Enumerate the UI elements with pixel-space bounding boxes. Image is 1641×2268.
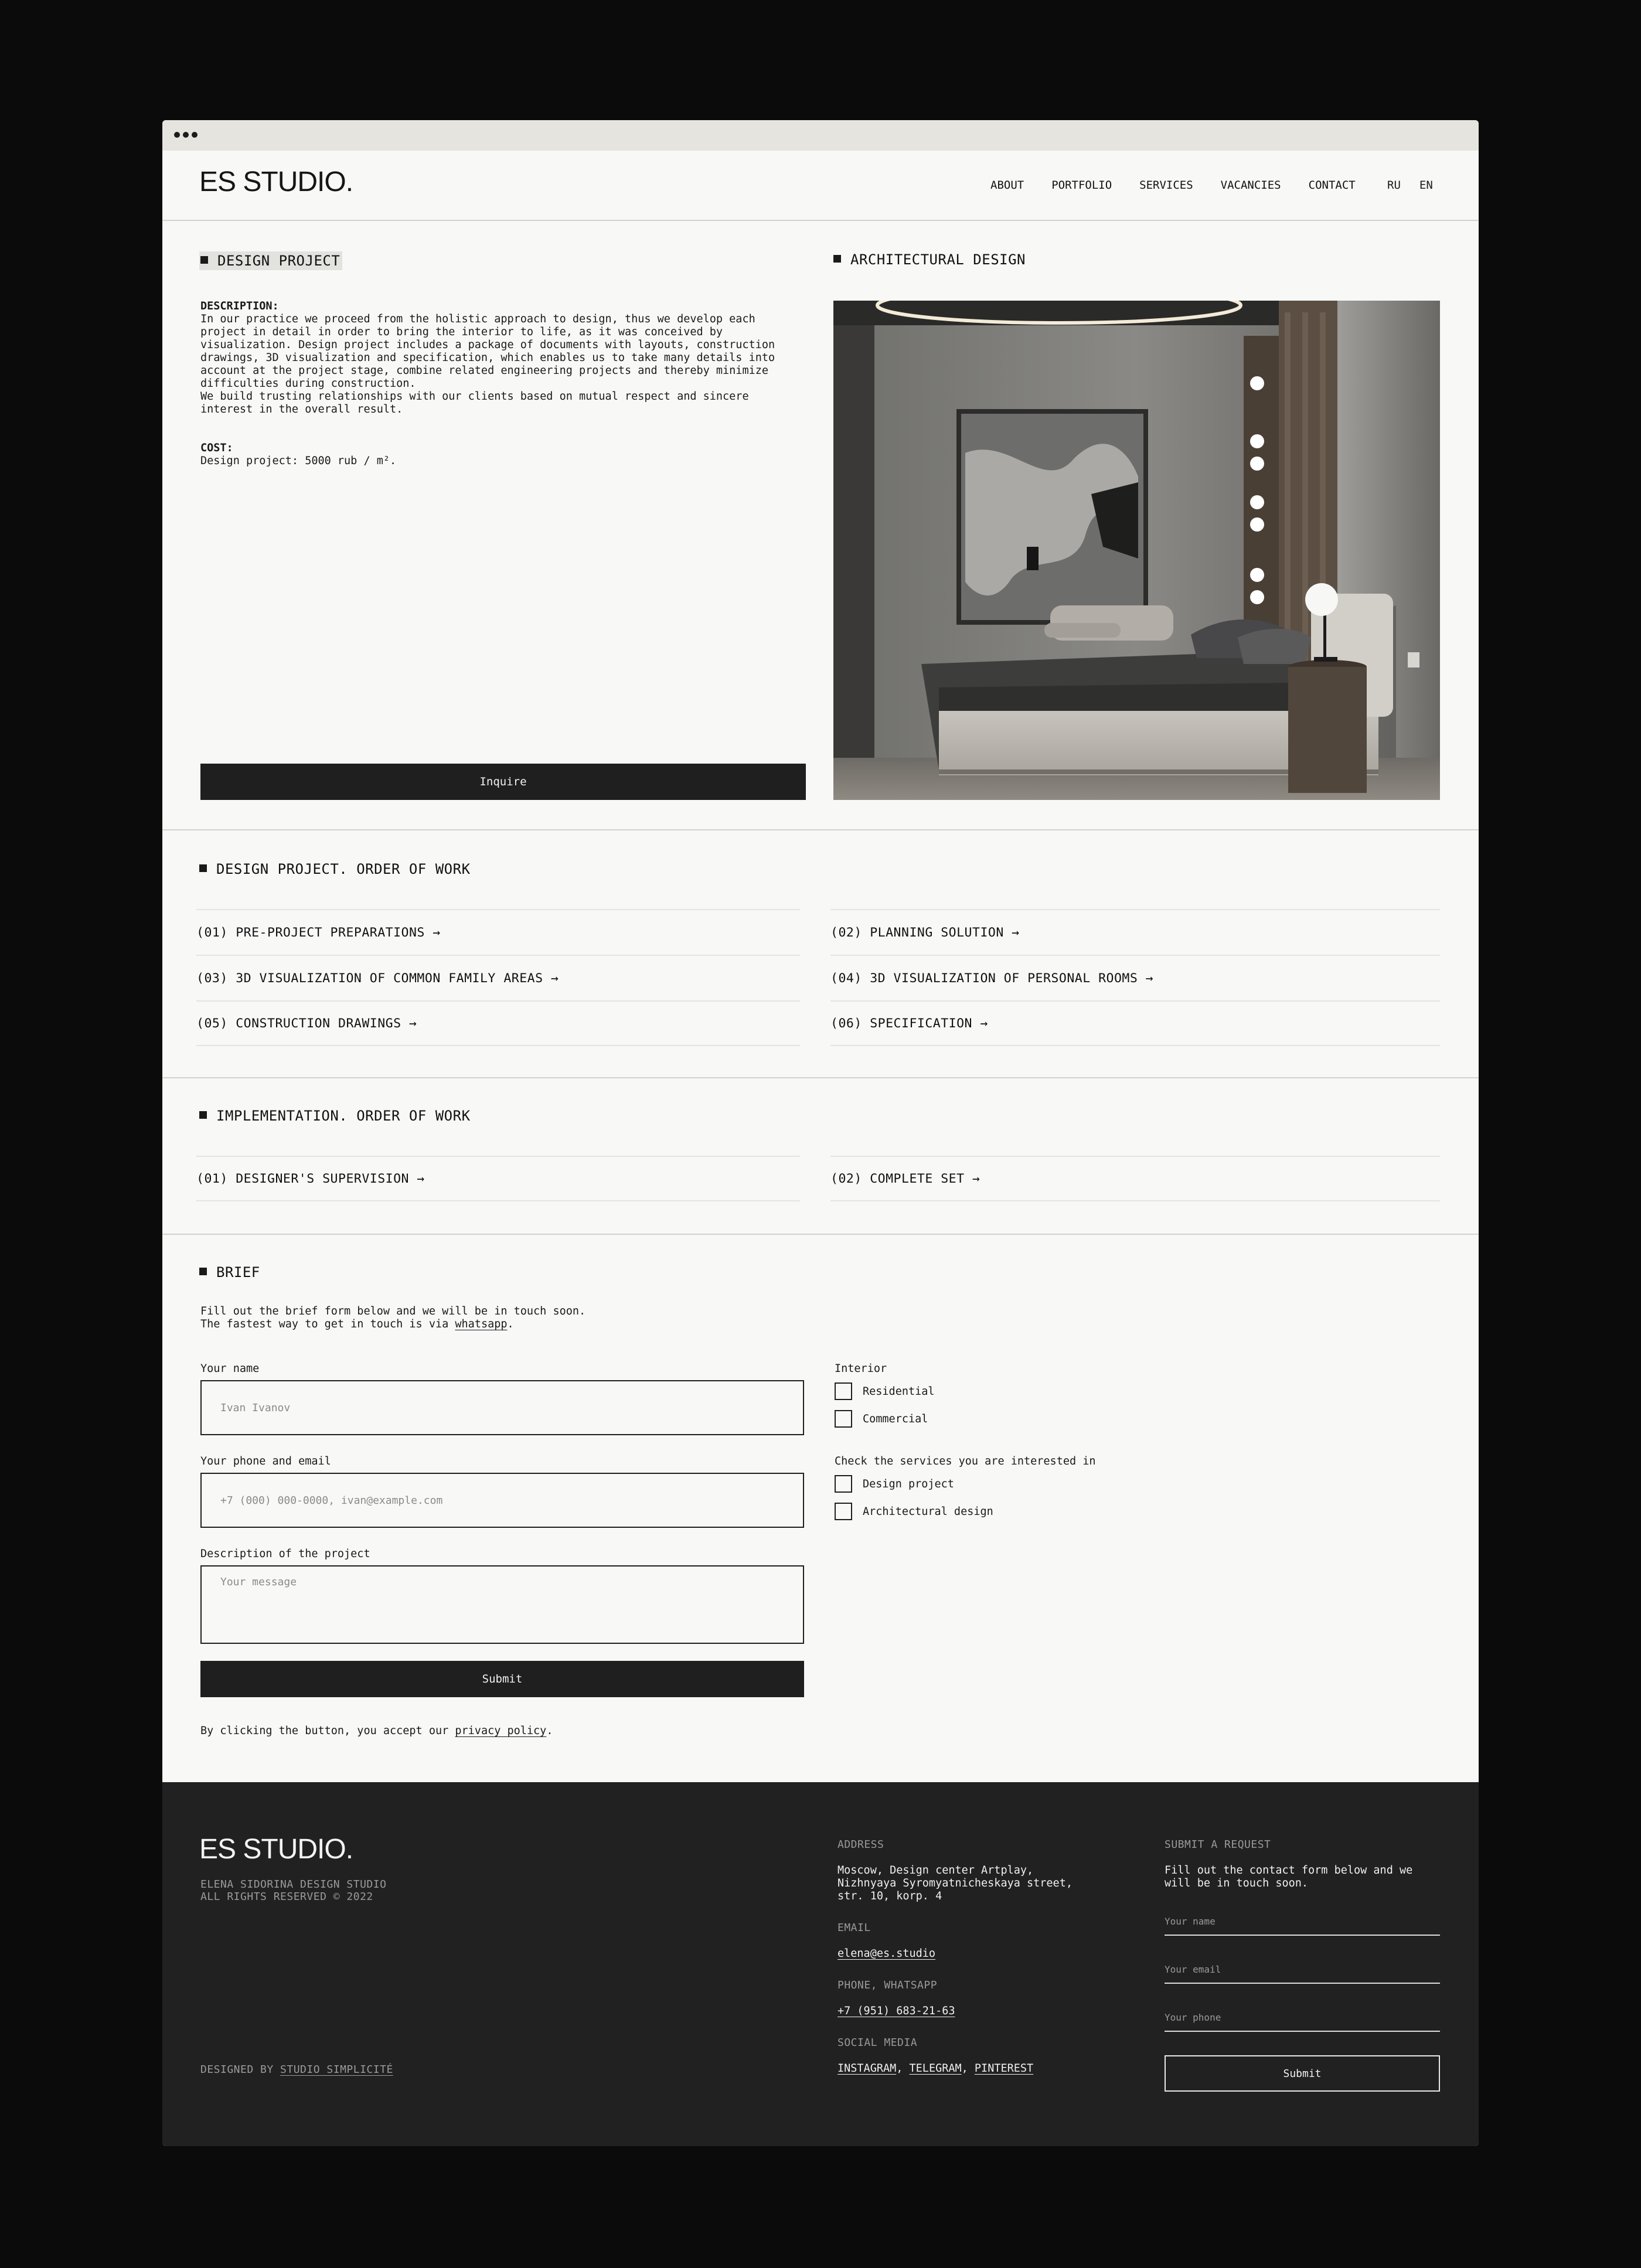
brief-submit-button[interactable]: Submit: [200, 1661, 804, 1697]
footer-logo-suffix: STUDIO.: [236, 1834, 353, 1865]
implementation-step-1[interactable]: (01) DESIGNER'S SUPERVISION →: [196, 1156, 800, 1201]
work-step-5[interactable]: (05) CONSTRUCTION DRAWINGS →: [196, 1000, 800, 1046]
description-line: We build trusting relationships with our clients based on mutual respect and sincere: [200, 390, 749, 403]
window-dot-icon[interactable]: [192, 132, 198, 138]
footer-studio-name: ELENA SIDORINA DESIGN STUDIO: [200, 1878, 387, 1891]
design-project-section: [162, 221, 1479, 830]
square-bullet-icon: [833, 255, 841, 263]
brief-section: [162, 1235, 1479, 1788]
footer-submit-button[interactable]: Submit: [1165, 2055, 1440, 2092]
consent-text: .: [546, 1725, 553, 1737]
name-input[interactable]: Ivan Ivanov: [200, 1380, 804, 1435]
window-dot-icon[interactable]: [174, 132, 180, 138]
window-chrome: [162, 120, 1479, 151]
description-line: drawings, 3D visualization and specification, which enables us to take many details into: [200, 352, 775, 364]
bedroom-render-image: [833, 301, 1440, 800]
nav-item-portfolio[interactable]: PORTFOLIO: [1051, 179, 1112, 192]
footer-studio-info: [200, 1878, 386, 1903]
social-label: SOCIAL MEDIA: [837, 2037, 918, 2049]
square-bullet-icon: [200, 256, 208, 264]
message-textarea[interactable]: Your message: [200, 1565, 804, 1644]
description-line: interest in the overall result.: [200, 403, 403, 416]
order-of-work-title-text: DESIGN PROJECT. ORDER OF WORK: [216, 861, 471, 877]
checkbox-icon[interactable]: [835, 1382, 852, 1400]
description-line: visualization. Design project includes a package of documents with layouts, construction: [200, 339, 775, 351]
email-link[interactable]: [837, 1947, 935, 1960]
design-project-title: [199, 251, 342, 270]
cost-label: COST:: [200, 442, 233, 454]
address-value: [837, 1864, 1073, 1903]
main-nav: [990, 179, 1383, 192]
checkbox-label: Architectural design: [863, 1505, 993, 1518]
message-label: Description of the project: [200, 1548, 370, 1560]
implementation-section: [162, 1078, 1479, 1235]
footer-designed-by: [200, 2063, 393, 2076]
address-line: Nizhnyaya Syromyatnicheskaya street,: [837, 1877, 1073, 1889]
footer-email-input[interactable]: Your email: [1165, 1959, 1440, 1984]
brief-intro-line: Fill out the brief form below and we will be in touch soon.: [200, 1305, 586, 1317]
footer-logo[interactable]: [199, 1833, 353, 1865]
phone-link[interactable]: [837, 2005, 955, 2018]
site-footer: [162, 1782, 1479, 2146]
request-label: SUBMIT A REQUEST: [1165, 1838, 1271, 1851]
checkbox-residential[interactable]: [835, 1382, 935, 1400]
bedroom-illustration: [833, 301, 1440, 800]
work-step-2[interactable]: (02) PLANNING SOLUTION →: [830, 909, 1440, 955]
checkbox-icon[interactable]: [835, 1475, 852, 1493]
brief-intro-line: [200, 1318, 585, 1331]
brief-intro-text: The fastest way to get in touch is via: [200, 1318, 455, 1330]
work-step-3[interactable]: (03) 3D VISUALIZATION OF COMMON FAMILY AREAS →: [196, 955, 800, 1000]
description-line: account at the project stage, combine related engineering projects and thereby minimize: [200, 365, 769, 377]
logo-prefix: ES: [199, 166, 236, 197]
address-line: str. 10, korp. 4: [837, 1890, 942, 1902]
footer-logo-prefix: ES: [199, 1834, 236, 1865]
lang-en[interactable]: EN: [1419, 179, 1433, 192]
footer-phone-input[interactable]: Your phone: [1165, 2007, 1440, 2032]
window-controls: [174, 132, 198, 138]
square-bullet-icon: [199, 864, 207, 872]
services-label: Check the services you are interested in: [835, 1455, 1096, 1467]
window-dot-icon[interactable]: [183, 132, 189, 138]
brief-title-text: BRIEF: [216, 1264, 260, 1281]
nav-item-services[interactable]: SERVICES: [1139, 179, 1193, 192]
phone-text[interactable]: +7 (951) 683-21-63: [837, 2005, 955, 2017]
work-step-1[interactable]: (01) PRE-PROJECT PREPARATIONS →: [196, 909, 800, 955]
checkbox-icon[interactable]: [835, 1503, 852, 1520]
checkbox-label: Design project: [863, 1477, 954, 1490]
architectural-design-title: [833, 251, 1026, 268]
inquire-button[interactable]: Inquire: [200, 764, 806, 800]
logo-suffix: STUDIO.: [236, 166, 353, 197]
design-project-title-text: DESIGN PROJECT: [217, 253, 341, 269]
privacy-policy-link[interactable]: privacy policy: [455, 1725, 547, 1737]
order-of-work-title: [199, 861, 471, 877]
instagram-link[interactable]: INSTAGRAM: [837, 2062, 897, 2075]
interior-label: Interior: [835, 1363, 887, 1375]
email-label: EMAIL: [837, 1922, 871, 1934]
contact-input[interactable]: +7 (000) 000-0000, ivan@example.com: [200, 1473, 804, 1528]
work-step-4[interactable]: (04) 3D VISUALIZATION OF PERSONAL ROOMS →: [830, 955, 1440, 1000]
designer-link[interactable]: STUDIO SIMPLICITÉ: [280, 2063, 393, 2076]
brief-intro-text: .: [507, 1318, 514, 1330]
checkbox-design-project[interactable]: [835, 1475, 954, 1493]
lang-ru[interactable]: RU: [1387, 179, 1401, 192]
request-text: [1165, 1864, 1412, 1890]
description-line: difficulties during construction.: [200, 377, 416, 390]
nav-item-vacancies[interactable]: VACANCIES: [1220, 179, 1281, 192]
telegram-link[interactable]: TELEGRAM: [909, 2062, 962, 2075]
whatsapp-link[interactable]: whatsapp: [455, 1318, 508, 1330]
language-switcher: [1387, 179, 1433, 192]
description-label: DESCRIPTION:: [200, 300, 279, 312]
implementation-title-text: IMPLEMENTATION. ORDER OF WORK: [216, 1108, 471, 1124]
checkbox-commercial[interactable]: [835, 1410, 928, 1428]
contact-label: Your phone and email: [200, 1455, 331, 1467]
description-line: project in detail in order to bring the interior to life, as it was conceived by: [200, 326, 723, 338]
description-line: In our practice we proceed from the holistic approach to design, thus we develop each: [200, 313, 755, 325]
order-of-work-section: [162, 830, 1479, 1078]
checkbox-label: Commercial: [863, 1412, 928, 1425]
social-links: INSTAGRAM, TELEGRAM, PINTEREST: [837, 2062, 1034, 2075]
footer-name-input[interactable]: Your name: [1165, 1911, 1440, 1936]
cost-value: Design project: 5000 rub / m².: [200, 455, 397, 467]
implementation-step-2[interactable]: (02) COMPLETE SET →: [830, 1156, 1440, 1201]
square-bullet-icon: [199, 1268, 207, 1275]
address-label: ADDRESS: [837, 1838, 884, 1851]
square-bullet-icon: [199, 1111, 207, 1119]
pinterest-link[interactable]: PINTEREST: [974, 2062, 1034, 2075]
designed-by-text: DESIGNED BY: [200, 2063, 281, 2076]
checkbox-architectural-design[interactable]: [835, 1503, 993, 1520]
brief-intro: [200, 1305, 585, 1331]
checkbox-icon[interactable]: [835, 1410, 852, 1428]
request-text-line: will be in touch soon.: [1165, 1877, 1309, 1889]
address-line: Moscow, Design center Artplay,: [837, 1864, 1034, 1877]
footer-rights: ALL RIGHTS RESERVED © 2022: [200, 1891, 373, 1903]
privacy-consent: [200, 1725, 553, 1737]
site-header: [162, 151, 1479, 221]
architectural-design-title-text: ARCHITECTURAL DESIGN: [850, 251, 1026, 268]
nav-item-contact[interactable]: CONTACT: [1308, 179, 1356, 192]
nav-item-about[interactable]: ABOUT: [990, 179, 1024, 192]
email-text[interactable]: elena@es.studio: [837, 1947, 936, 1960]
work-step-6[interactable]: (06) SPECIFICATION →: [830, 1000, 1440, 1046]
implementation-title: [199, 1108, 471, 1124]
checkbox-label: Residential: [863, 1385, 935, 1398]
site-logo[interactable]: [199, 166, 353, 198]
browser-window: [162, 120, 1479, 2146]
brief-title: [199, 1264, 260, 1281]
design-project-description: [200, 300, 787, 468]
name-label: Your name: [200, 1363, 260, 1375]
request-text-line: Fill out the contact form below and we: [1165, 1864, 1413, 1877]
consent-text: By clicking the button, you accept our: [200, 1725, 455, 1737]
phone-label: PHONE, WHATSAPP: [837, 1979, 938, 1991]
